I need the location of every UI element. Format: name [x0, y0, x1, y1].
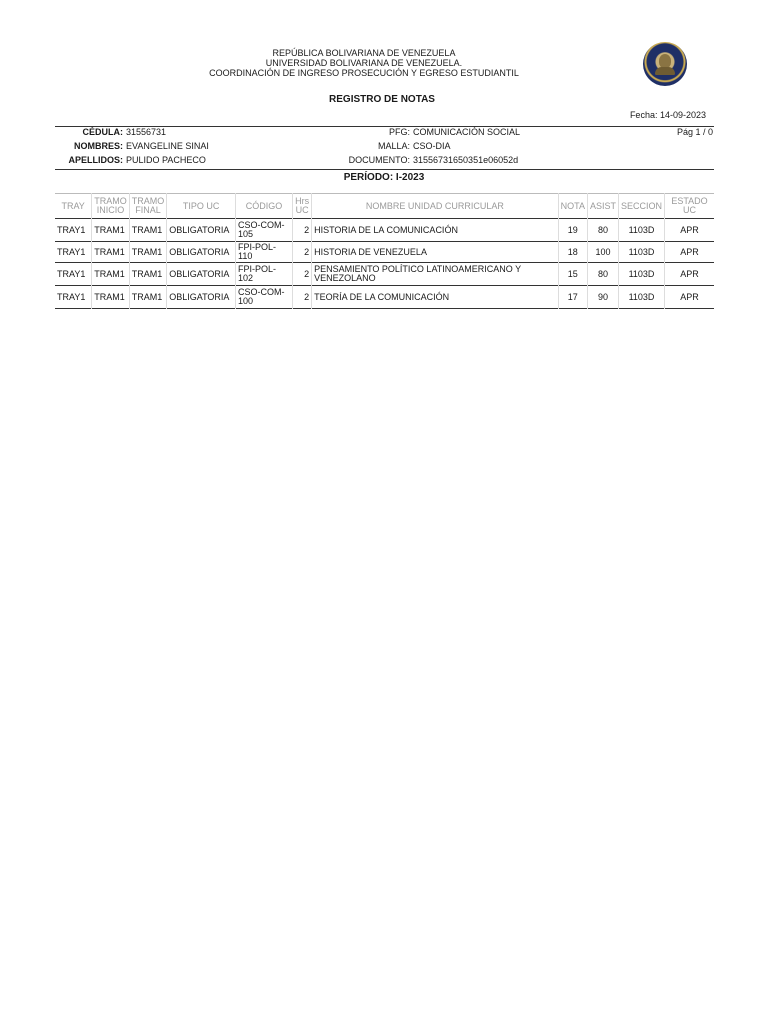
col-estado-uc: ESTADO UC: [665, 194, 715, 219]
cell-asist: 90: [587, 286, 618, 309]
header-line-university: UNIVERSIDAD BOLIVARIANA DE VENEZUELA.: [265, 58, 463, 68]
cell-estado-uc: APR: [665, 242, 715, 263]
cell-tramo-final: TRAM1: [129, 242, 167, 263]
cell-asist: 80: [587, 219, 618, 242]
cell-seccion: 1103D: [618, 263, 664, 286]
pfg-value: COMUNICACIÓN SOCIAL: [413, 127, 521, 137]
documento-label: DOCUMENTO:: [348, 155, 410, 165]
cell-tipo-uc: OBLIGATORIA: [167, 219, 236, 242]
cell-tramo-inicio: TRAM1: [92, 286, 130, 309]
table-row: [55, 219, 714, 242]
col-hrs-uc: Hrs UC: [293, 194, 312, 219]
col-tramo-final: TRAMO FINAL: [129, 194, 167, 219]
cell-nota: 18: [558, 242, 587, 263]
cell-tipo-uc: OBLIGATORIA: [167, 242, 236, 263]
cell-tray: TRAY1: [57, 224, 86, 235]
cell-hrs-uc: 2: [293, 219, 312, 242]
col-asist: ASIST: [587, 194, 618, 219]
col-tipo-uc: TIPO UC: [167, 194, 236, 219]
cell-asist: 100: [587, 242, 618, 263]
cell-nombre-uc: HISTORIA DE VENEZUELA: [312, 242, 559, 263]
header-line-republic: REPÚBLICA BOLIVARIANA DE VENEZUELA: [272, 48, 456, 58]
pfg-label: PFG:: [388, 127, 410, 137]
col-nombre-uc: NOMBRE UNIDAD CURRICULAR: [312, 194, 559, 219]
document-date: Fecha: 14-09-2023: [629, 110, 706, 120]
col-codigo: CÓDIGO: [236, 194, 293, 219]
cell-tray: TRAY1: [57, 246, 86, 257]
table-row: [55, 242, 714, 263]
cell-hrs-uc: 2: [293, 242, 312, 263]
malla-value: CSO-DIA: [413, 141, 451, 151]
cell-seccion: 1103D: [618, 242, 664, 263]
table-header-row: [55, 194, 714, 219]
cell-estado-uc: APR: [665, 263, 715, 286]
cell-estado-uc: APR: [665, 286, 715, 309]
table-row: [55, 286, 714, 309]
apellidos-value: PULIDO PACHECO: [126, 155, 206, 165]
divider-periodo: [55, 169, 714, 170]
periodo-heading: PERÍODO: I-2023: [343, 172, 425, 183]
cell-tramo-inicio: TRAM1: [92, 242, 130, 263]
table-row: [55, 263, 714, 286]
cell-asist: 80: [587, 263, 618, 286]
student-info: [55, 125, 255, 167]
cell-codigo: FPI-POL-102: [236, 263, 293, 286]
cell-tramo-inicio: TRAM1: [92, 219, 130, 242]
nombres-value: EVANGELINE SINAI: [126, 141, 209, 151]
cell-tipo-uc: OBLIGATORIA: [167, 286, 236, 309]
cell-codigo: FPI-POL-110: [236, 242, 293, 263]
cedula-value: 31556731: [126, 127, 167, 137]
cell-seccion: 1103D: [618, 286, 664, 309]
col-tray: TRAY: [61, 200, 85, 211]
cell-hrs-uc: 2: [293, 263, 312, 286]
cell-nota: 17: [558, 286, 587, 309]
cell-tramo-final: TRAM1: [129, 286, 167, 309]
cell-nota: 15: [558, 263, 587, 286]
page-number: Pág 1 / 0: [676, 127, 713, 137]
cell-nombre-uc: TEORÍA DE LA COMUNICACIÓN: [312, 286, 559, 309]
col-nota: NOTA: [558, 194, 587, 219]
university-seal-icon: [643, 42, 687, 86]
grades-table: [55, 193, 714, 309]
cell-tramo-final: TRAM1: [129, 219, 167, 242]
apellidos-label: APELLIDOS:: [68, 155, 123, 165]
malla-label: MALLA:: [377, 141, 410, 151]
cell-nombre-uc: PENSAMIENTO POLÍTICO LATINOAMERICANO Y VENEZOLANO: [312, 263, 559, 286]
cell-tray: TRAY1: [57, 291, 86, 302]
document-header: [0, 48, 728, 78]
cedula-label: CÉDULA:: [82, 127, 123, 137]
nombres-label: NOMBRES:: [74, 141, 123, 151]
cell-estado-uc: APR: [665, 219, 715, 242]
cell-nombre-uc: HISTORIA DE LA COMUNICACIÓN: [312, 219, 559, 242]
cell-tramo-final: TRAM1: [129, 263, 167, 286]
document-title: REGISTRO DE NOTAS: [329, 94, 435, 105]
cell-tramo-inicio: TRAM1: [92, 263, 130, 286]
cell-tray: TRAY1: [57, 268, 86, 279]
cell-codigo: CSO-COM-100: [236, 286, 293, 309]
documento-value: 31556731650351e06052d: [413, 155, 519, 165]
cell-hrs-uc: 2: [293, 286, 312, 309]
cell-tipo-uc: OBLIGATORIA: [167, 263, 236, 286]
col-tramo-inicio: TRAMO INICIO: [92, 194, 130, 219]
cell-codigo: CSO-COM-105: [236, 219, 293, 242]
col-seccion: SECCION: [618, 194, 664, 219]
cell-seccion: 1103D: [618, 219, 664, 242]
header-line-coordination: COORDINACIÓN DE INGRESO PROSECUCIÓN Y EGRESO ESTUDIANTIL: [209, 68, 519, 78]
program-info: [300, 125, 530, 167]
cell-nota: 19: [558, 219, 587, 242]
